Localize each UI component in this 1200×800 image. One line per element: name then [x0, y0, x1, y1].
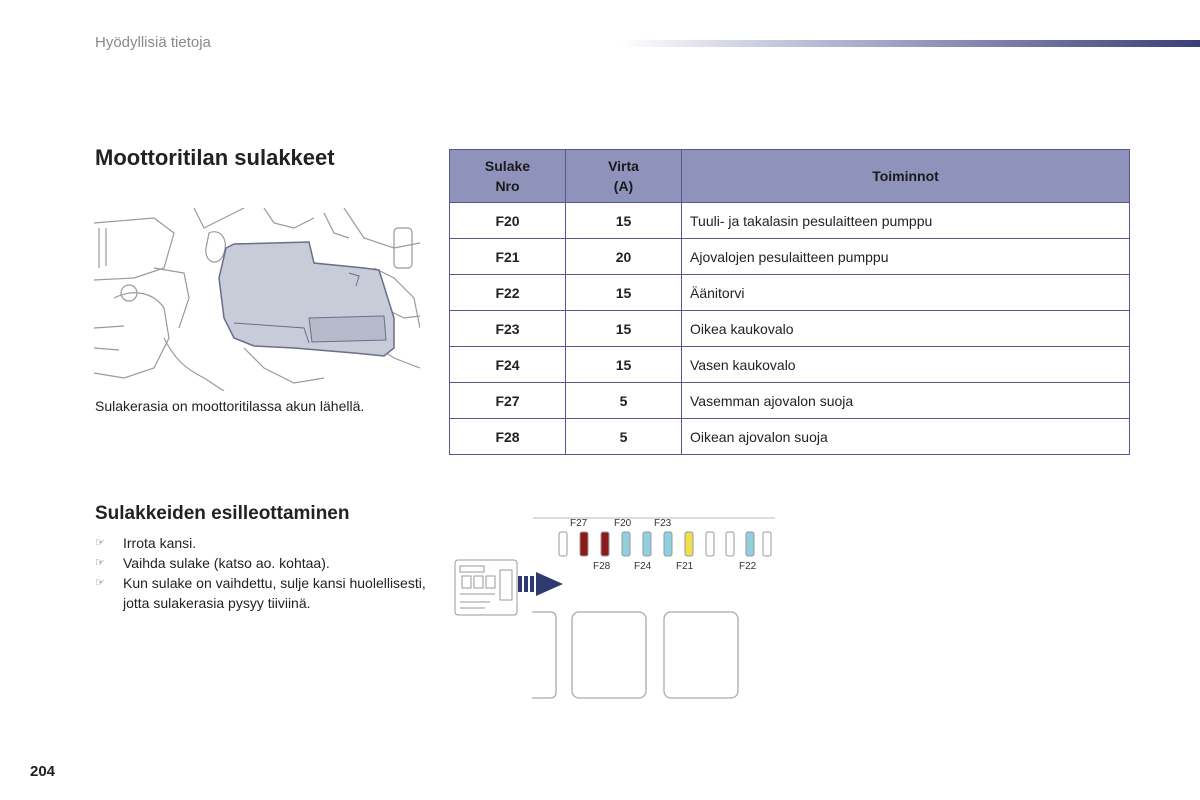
fuse-box-overview [455, 560, 517, 615]
fuse-number: F28 [450, 419, 566, 455]
table-row [450, 203, 1130, 239]
fuse-current: 20 [566, 239, 682, 275]
hand-pointer-icon: ☞ [95, 577, 105, 589]
fuse-number: F21 [450, 239, 566, 275]
engine-compartment-illustration [94, 208, 420, 391]
fuse-current: 15 [566, 203, 682, 239]
table-row [450, 347, 1130, 383]
fuse-function: Vasemman ajovalon suoja [682, 383, 1130, 419]
fuse-f22 [746, 532, 754, 556]
step-text: Irrota kansi. [123, 535, 197, 551]
removal-steps-list [95, 533, 435, 613]
table-row [450, 419, 1130, 455]
fuse-number: F22 [450, 275, 566, 311]
step-text: Vaihda sulake (katso ao. kohtaa). [123, 555, 330, 571]
table-row [450, 311, 1130, 347]
fuse-label-f22: F22 [739, 561, 757, 572]
header-decor-bar [620, 40, 1200, 47]
fuse-slot-empty [763, 532, 771, 556]
fuse-number: F23 [450, 311, 566, 347]
page-number: 204 [30, 763, 56, 780]
fuse-label-f24: F24 [634, 561, 652, 572]
header-functions: Toiminnot [682, 150, 1130, 203]
header-current: Virta (A) [566, 150, 682, 203]
fuse-box-diagram [450, 510, 780, 705]
section-header: Hyödyllisiä tietoja [95, 34, 211, 51]
fuse-f28 [601, 532, 609, 556]
fuse-slot-empty [726, 532, 734, 556]
fuse-number: F27 [450, 383, 566, 419]
page-title: Moottoritilan sulakkeet [95, 145, 335, 170]
fuse-f27 [580, 532, 588, 556]
hand-pointer-icon: ☞ [95, 557, 105, 569]
fuse-f24 [643, 532, 651, 556]
header-fuse-number: Sulake Nro [450, 150, 566, 203]
fuse-current: 5 [566, 419, 682, 455]
table-row [450, 275, 1130, 311]
fuse-label-f27: F27 [570, 518, 588, 529]
fuse-f23 [664, 532, 672, 556]
arrow-right-icon [518, 572, 563, 596]
fuse-function: Vasen kaukovalo [682, 347, 1130, 383]
fuse-current: 5 [566, 383, 682, 419]
fuse-number: F20 [450, 203, 566, 239]
table-row [450, 383, 1130, 419]
fuse-current: 15 [566, 275, 682, 311]
fuse-label-f28: F28 [593, 561, 611, 572]
fuse-label-f21: F21 [676, 561, 694, 572]
fuse-number: F24 [450, 347, 566, 383]
table-row [450, 239, 1130, 275]
photo-caption: Sulakerasia on moottoritilassa akun lähellä. [95, 398, 365, 414]
list-item [95, 533, 435, 553]
fuse-function: Oikea kaukovalo [682, 311, 1130, 347]
step-text: Kun sulake on vaihdettu, sulje kansi huolellisesti, jotta sulakerasia pysyy tiiviinä. [123, 575, 426, 611]
fuse-table [449, 149, 1130, 455]
fuse-function: Ajovalojen pesulaitteen pumppu [682, 239, 1130, 275]
fuse-function: Oikean ajovalon suoja [682, 419, 1130, 455]
fuse-function: Tuuli- ja takalasin pesulaitteen pumppu [682, 203, 1130, 239]
fuse-slot-empty [559, 532, 567, 556]
fuse-current: 15 [566, 347, 682, 383]
fuse-f21 [685, 532, 693, 556]
list-item [95, 573, 435, 613]
fuse-label-f20: F20 [614, 518, 632, 529]
list-item [95, 553, 435, 573]
table-header-row [450, 150, 1130, 203]
fuse-function: Äänitorvi [682, 275, 1130, 311]
removal-section-title: Sulakkeiden esilleottaminen [95, 503, 350, 524]
fuse-slot-empty [706, 532, 714, 556]
fuse-current: 15 [566, 311, 682, 347]
fuse-f20 [622, 532, 630, 556]
fuse-label-f23: F23 [654, 518, 672, 529]
hand-pointer-icon: ☞ [95, 537, 105, 549]
